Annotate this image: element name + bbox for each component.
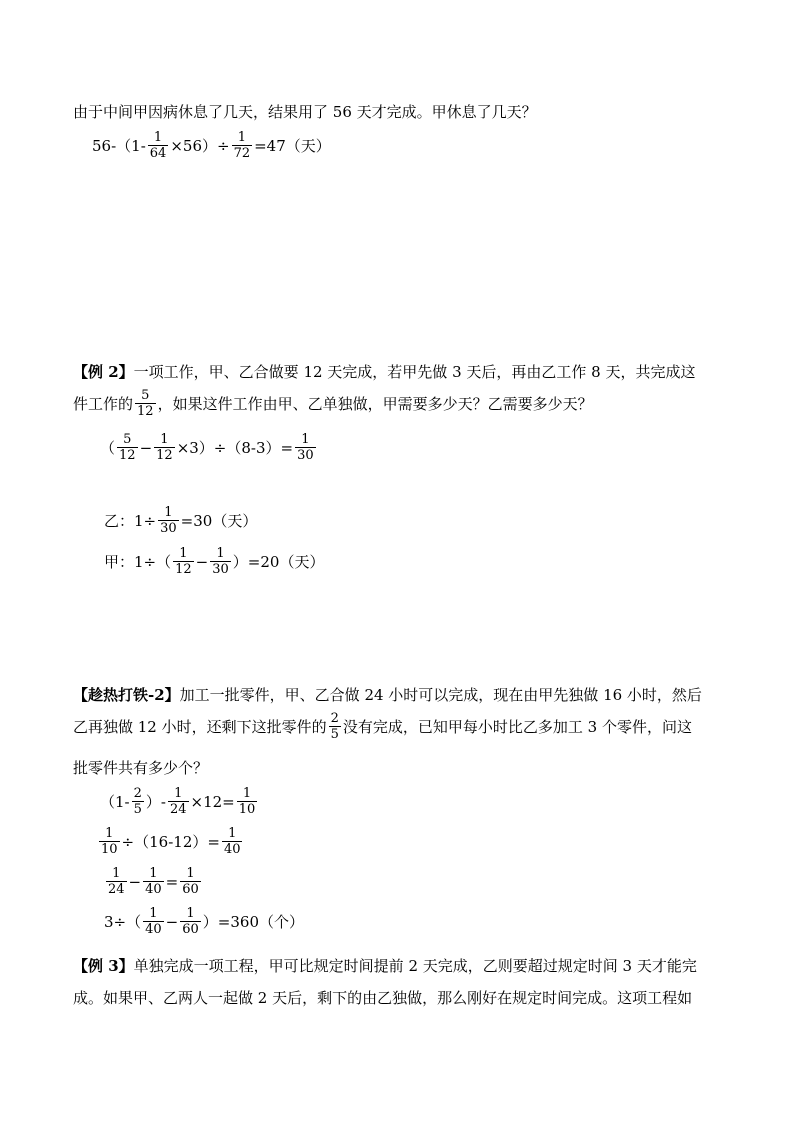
- fraction: $\frac{1}{30}$: [160, 505, 177, 536]
- fraction: $\frac{2}{5}$: [133, 786, 142, 817]
- example-2-line-2: 件工作的 $\frac{5}{12}$ ，如果这件工作由甲、乙单独做，甲需要多少天？乙需要多少天？: [73, 388, 593, 419]
- example-4-line-1: 【例 3】单独完成一项工程，甲可比规定时间提前 2 天完成，乙则要超过规定时间 3 天才能完: [73, 957, 697, 975]
- solution-formula: $\frac{1}{10}$ ÷（16-12）= $\frac{1}{40}$: [101, 826, 241, 857]
- example-2-line-1: 【例 2】一项工作，甲、乙合做要 12 天完成，若甲先做 3 天后，再由乙工作 8 天，共完成这: [73, 363, 696, 381]
- fraction: $\frac{1}{10}$: [101, 826, 118, 857]
- fraction: $\frac{5}{12}$: [137, 388, 154, 419]
- fraction: $\frac{1}{40}$: [223, 826, 241, 857]
- formula-text: 56-（1-: [92, 137, 146, 155]
- formula-text: ×56）÷: [170, 137, 230, 155]
- solution-formula: 甲：1÷（ $\frac{1}{12}$ − $\frac{1}{30}$ ）=20（天）: [104, 546, 325, 577]
- fraction: $\frac{5}{12}$: [119, 432, 136, 463]
- solution-formula: 3÷（ $\frac{1}{40}$ − $\frac{1}{60}$ ）=360（个）: [104, 906, 304, 937]
- solution-formula: $\frac{1}{24}$ − $\frac{1}{40}$ = $\frac{1}{60}$: [108, 866, 199, 897]
- fraction: $\frac{1}{30}$: [297, 432, 314, 463]
- example-3-line-3: 批零件共有多少个？: [73, 759, 209, 777]
- example-3-line-2: 乙再独做 12 小时，还剩下这批零件的 $\frac{2}{5}$ 没有完成，已知甲每小时比乙多加工 3 个零件，问这: [73, 711, 692, 742]
- solution-formula: （1- $\frac{2}{5}$ ）- $\frac{1}{24}$ ×12= $\frac{1}{10}$: [100, 786, 256, 817]
- fraction: $\frac{1}{12}$: [156, 432, 173, 463]
- fraction: $\frac{2}{5}$: [330, 711, 339, 742]
- solution-formula: 乙：1÷ $\frac{1}{30}$ =30（天）: [104, 505, 258, 536]
- fraction: $\frac{1}{60}$: [182, 906, 199, 937]
- example-3-line-1: 【趁热打铁-2】加工一批零件，甲、乙合做 24 小时可以完成，现在由甲先独做 16 小时，然后: [73, 686, 702, 704]
- problem-text: 由于中间甲因病休息了几天，结果用了 56 天才完成。甲休息了几天？: [73, 103, 537, 121]
- fraction: $\frac{1}{30}$: [212, 546, 229, 577]
- fraction: $\frac{1}{24}$: [169, 786, 187, 817]
- fraction: $\frac{1}{12}$: [175, 546, 192, 577]
- solution-formula: [92, 130, 331, 161]
- fraction: $\frac{1}{40}$: [145, 906, 162, 937]
- fraction: $\frac{1}{24}$: [108, 866, 125, 897]
- solution-formula: （ $\frac{5}{12}$ − $\frac{1}{12}$ ×3）÷（8-3）= $\frac{1}{30}$: [100, 432, 314, 463]
- fraction: $\frac{1}{72}$: [233, 130, 251, 161]
- fraction: $\frac{1}{10}$: [238, 786, 256, 817]
- example-tag: 【例 2】: [73, 363, 134, 381]
- fraction: $\frac{1}{40}$: [145, 866, 162, 897]
- example-tag: 【趁热打铁-2】: [73, 686, 180, 704]
- example-4-line-2: 成。如果甲、乙两人一起做 2 天后，剩下的由乙独做，那么刚好在规定时间完成。这项工程如: [73, 989, 693, 1007]
- example-tag: 【例 3】: [73, 957, 134, 975]
- fraction: $\frac{1}{60}$: [182, 866, 199, 897]
- fraction: $\frac{1}{64}$: [149, 130, 167, 161]
- formula-text: =47（天）: [254, 137, 331, 155]
